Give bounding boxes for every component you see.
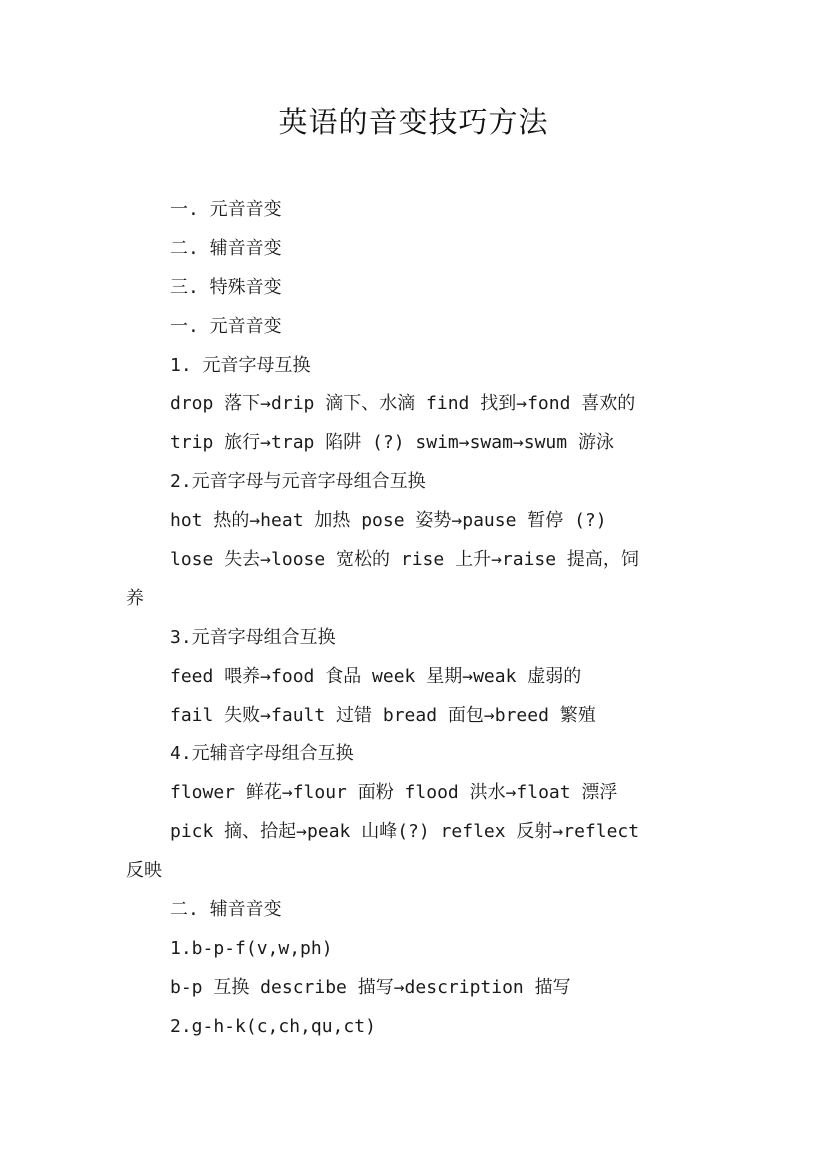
subheading-ghk: 2.g-h-k(c,ch,qu,ct) [170, 1015, 376, 1037]
subheading-bpf: 1.b-p-f(v,w,ph) [170, 937, 333, 959]
example-line: feed 喂养→food 食品 week 星期→weak 虚弱的 [170, 665, 582, 687]
section-heading-vowel: 一. 元音音变 [170, 315, 282, 337]
example-line-continuation: 养 [126, 587, 144, 609]
page-title: 英语的音变技巧方法 [278, 105, 549, 139]
example-line-continuation: 反映 [126, 860, 162, 882]
toc-item-vowel: 一. 元音音变 [170, 199, 282, 220]
toc-item-special: 三. 特殊音变 [170, 276, 282, 298]
example-line: flower 鲜花→flour 面粉 flood 洪水→float 漂浮 [170, 782, 618, 804]
example-line: lose 失去→loose 宽松的 rise 上升→raise 提高，饲 [170, 549, 639, 571]
example-line: drop 落下→drip 滴下、水滴 find 找到→fond 喜欢的 [170, 393, 636, 415]
subheading-vowel-combo-swap: 2.元音字母与元音字母组合互换 [170, 471, 426, 493]
example-line: b-p 互换 describe 描写→description 描写 [170, 976, 571, 998]
section-heading-consonant: 二. 辅音音变 [170, 899, 282, 921]
toc-item-consonant: 二. 辅音音变 [170, 237, 282, 259]
example-line: pick 摘、拾起→peak 山峰(?) reflex 反射→reflect [170, 821, 640, 843]
document-body [126, 191, 706, 1047]
subheading-vowel-swap: 1. 元音字母互换 [170, 354, 311, 376]
example-line: fail 失败→fault 过错 bread 面包→breed 繁殖 [170, 704, 596, 726]
example-line: trip 旅行→trap 陷阱 (?) swim→swam→swum 游泳 [170, 432, 614, 454]
subheading-vowel-consonant-swap: 4.元辅音字母组合互换 [170, 743, 354, 765]
example-line: hot 热的→heat 加热 pose 姿势→pause 暂停 (?) [170, 510, 607, 532]
subheading-combo-swap: 3.元音字母组合互换 [170, 626, 336, 648]
